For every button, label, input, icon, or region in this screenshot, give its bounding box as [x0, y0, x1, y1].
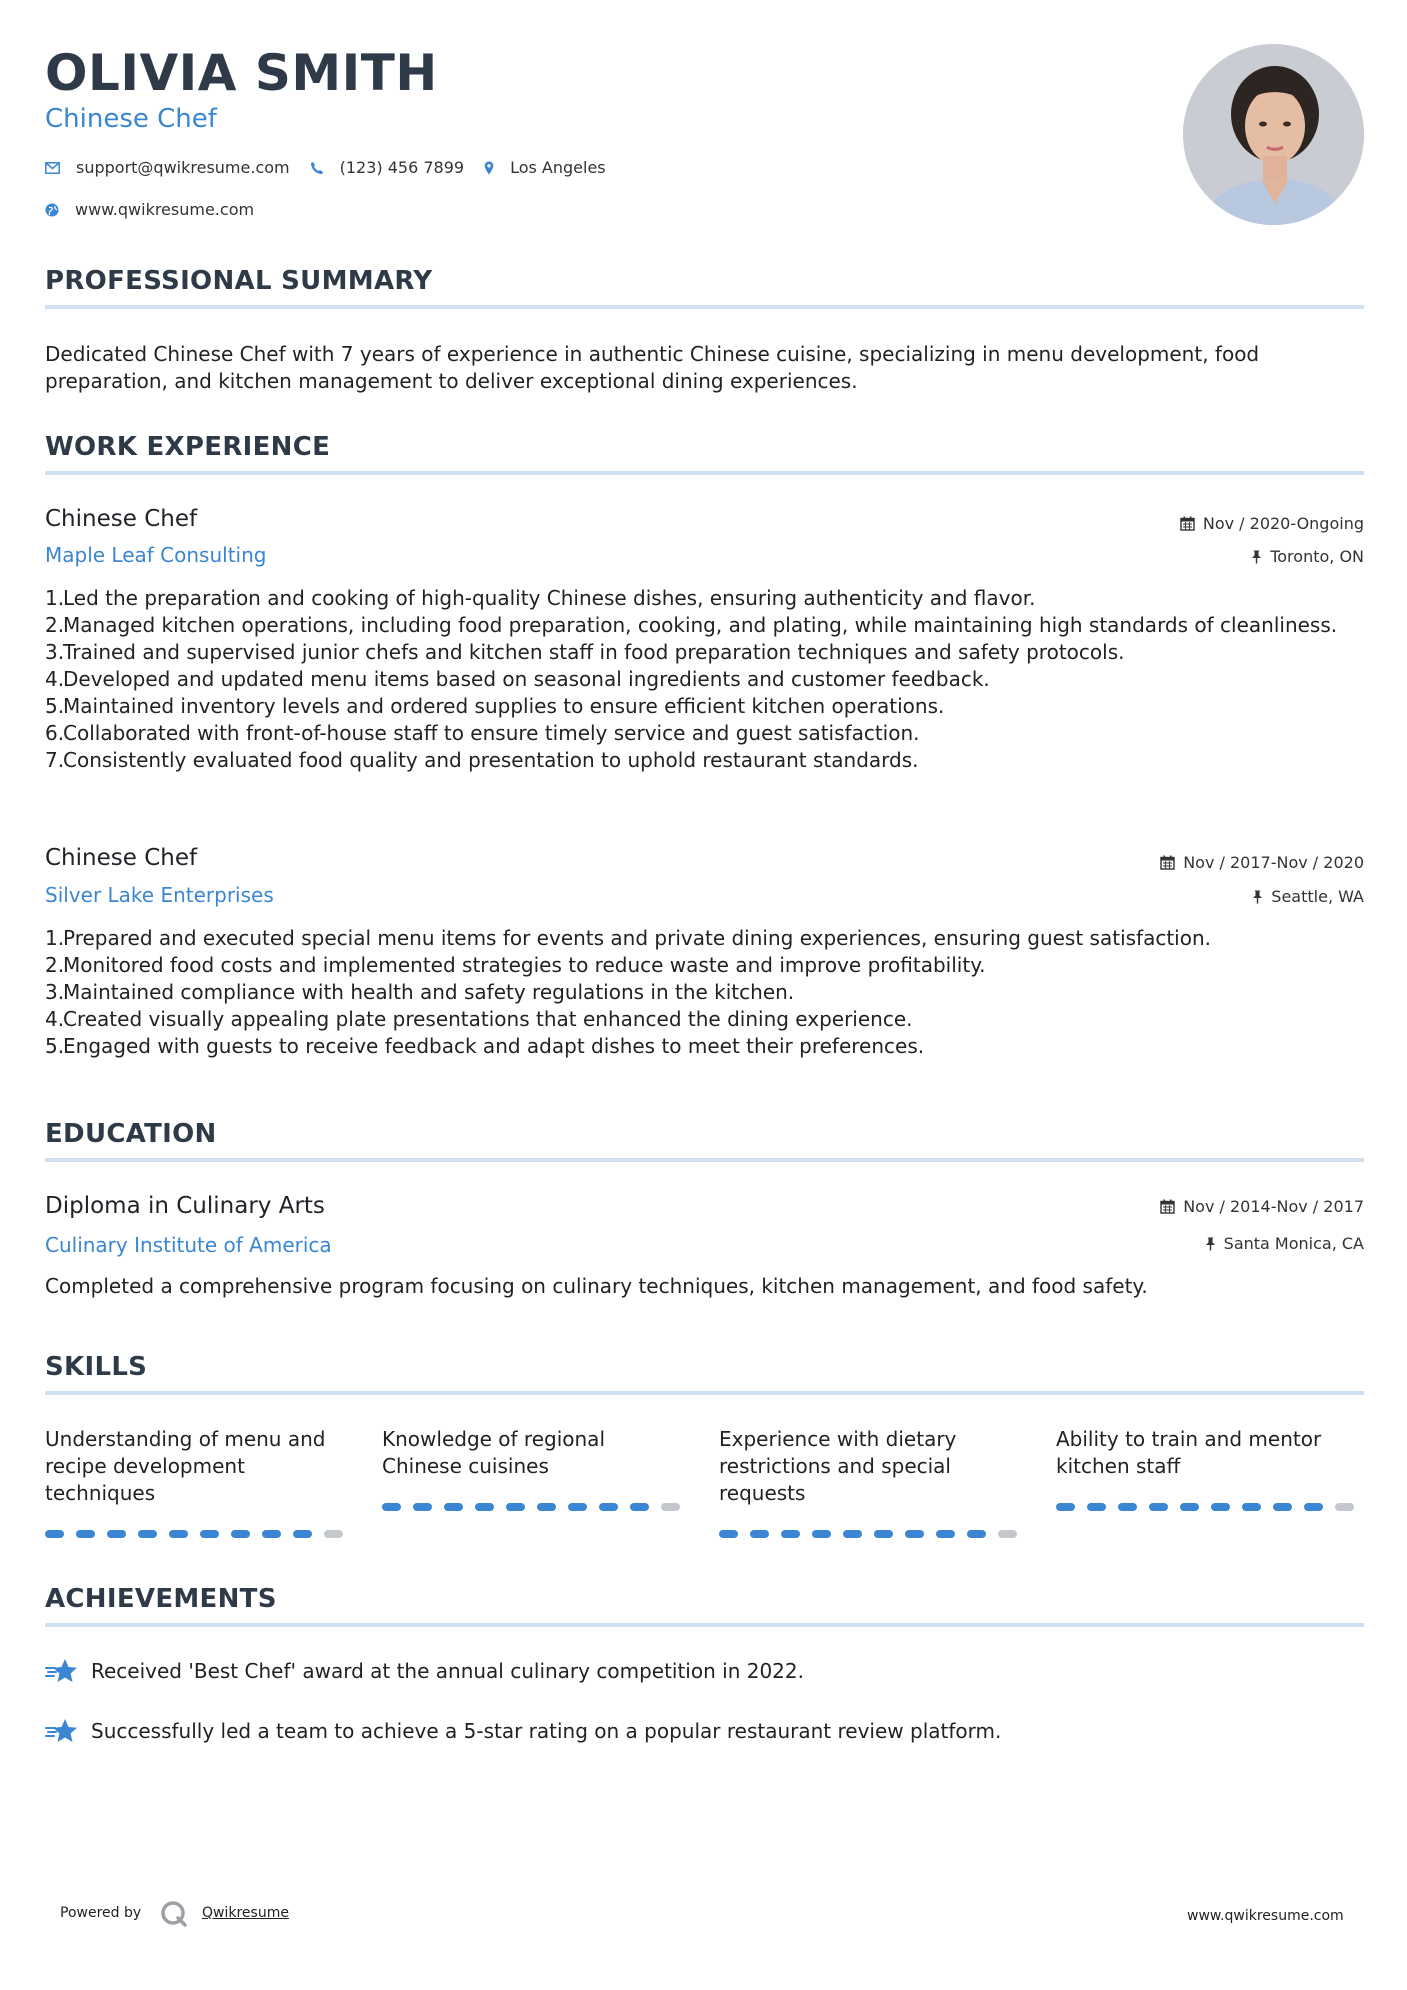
- skill-dot-filled: [200, 1530, 219, 1538]
- skill-dot-filled: [967, 1530, 986, 1538]
- education-dates: [1160, 1197, 1364, 1216]
- list-item: 4. Created visually appealing plate presentations that enhanced the dining experience.: [45, 1007, 913, 1031]
- skill-dot-filled: [169, 1530, 188, 1538]
- star-icon: [45, 1718, 79, 1744]
- degree-title: Diploma in Culinary Arts: [45, 1193, 325, 1219]
- list-item: 5. Maintained inventory levels and ordered supplies to ensure efficient kitchen operations.: [45, 694, 945, 718]
- skill-dot-filled: [413, 1503, 432, 1511]
- email-text: support@qwikresume.com: [76, 158, 290, 177]
- skill-dot-empty: [324, 1530, 343, 1538]
- skill-dot-filled: [107, 1530, 126, 1538]
- education-location: [1205, 1234, 1364, 1253]
- globe-icon: [45, 203, 59, 217]
- skill-dot-empty: [998, 1530, 1017, 1538]
- education-location-text: Santa Monica, CA: [1223, 1234, 1364, 1253]
- skill-dot-filled: [1118, 1503, 1137, 1511]
- profile-photo: [1183, 44, 1364, 225]
- job-location: [1252, 887, 1364, 906]
- skill-dot-filled: [1087, 1503, 1106, 1511]
- job-dates: [1160, 853, 1364, 872]
- footer-website-link[interactable]: www.qwikresume.com: [1187, 1908, 1344, 1924]
- skills-heading: SKILLS: [45, 1352, 148, 1382]
- envelope-icon: [45, 162, 60, 174]
- skill-dot-filled: [630, 1503, 649, 1511]
- job-location-text: Toronto, ON: [1270, 547, 1364, 566]
- phone-icon: [310, 161, 324, 175]
- job-title: Chinese Chef: [45, 845, 198, 871]
- job-responsibilities: [45, 925, 1345, 1060]
- skill-dot-filled: [1149, 1503, 1168, 1511]
- skill-dot-filled: [1056, 1503, 1075, 1511]
- website-item[interactable]: [45, 200, 254, 219]
- section-divider: [45, 1623, 1364, 1627]
- skill-dot-filled: [382, 1503, 401, 1511]
- section-divider: [45, 1391, 1364, 1395]
- portrait-image: [1183, 44, 1364, 225]
- pushpin-icon: [1205, 1237, 1216, 1251]
- skill-rating: [382, 1503, 692, 1511]
- skill-dot-filled: [293, 1530, 312, 1538]
- list-item: 5. Engaged with guests to receive feedback and adapt dishes to meet their preferences.: [45, 1034, 925, 1058]
- skill-dot-filled: [231, 1530, 250, 1538]
- job-dates-text: Nov / 2020-Ongoing: [1202, 514, 1364, 533]
- calendar-icon: [1180, 516, 1195, 531]
- skill-dot-filled: [1304, 1503, 1323, 1511]
- achievement-text: Received 'Best Chef' award at the annual culinary competition in 2022.: [91, 1659, 804, 1683]
- skill-dot-filled: [475, 1503, 494, 1511]
- experience-heading: WORK EXPERIENCE: [45, 432, 331, 462]
- summary-text: Dedicated Chinese Chef with 7 years of experience in authentic Chinese cuisine, specializing in menu development, food preparation, and kitchen management to deliver exceptional dining experiences.: [45, 342, 1260, 393]
- skill-dot-filled: [812, 1530, 831, 1538]
- list-item: 3. Trained and supervised junior chefs and kitchen staff in food preparation techniques and safety protocols.: [45, 640, 1125, 664]
- school-name: Culinary Institute of America: [45, 1233, 332, 1257]
- job-company: Silver Lake Enterprises: [45, 883, 274, 907]
- powered-by-label: Powered by: [60, 1905, 142, 1921]
- list-item: 2. Monitored food costs and implemented strategies to reduce waste and improve profitability.: [45, 953, 986, 977]
- list-item: 2. Managed kitchen operations, including food preparation, cooking, and plating, while maintaining high standards of cleanliness.: [45, 613, 1338, 637]
- skill-label: Ability to train and mentor kitchen staff: [1056, 1427, 1322, 1478]
- section-divider: [45, 305, 1364, 309]
- website-row: [45, 200, 274, 219]
- list-item: 3. Maintained compliance with health and safety regulations in the kitchen.: [45, 980, 795, 1004]
- education-dates-text: Nov / 2014-Nov / 2017: [1183, 1197, 1364, 1216]
- location-item: [484, 158, 606, 177]
- education-description: Completed a comprehensive program focusing on culinary techniques, kitchen management, and food safety.: [45, 1274, 1148, 1298]
- skill-dot-filled: [719, 1530, 738, 1538]
- job-company: Maple Leaf Consulting: [45, 543, 267, 567]
- skill-rating: [1056, 1503, 1366, 1511]
- skill-dot-filled: [905, 1530, 924, 1538]
- skill-dot-filled: [138, 1530, 157, 1538]
- list-item: 4. Developed and updated menu items based on seasonal ingredients and customer feedback.: [45, 667, 990, 691]
- skill-dot-filled: [537, 1503, 556, 1511]
- education-heading: EDUCATION: [45, 1119, 217, 1149]
- list-item: 6. Collaborated with front-of-house staff to ensure timely service and guest satisfaction.: [45, 721, 920, 745]
- list-item: 1. Prepared and executed special menu items for events and private dining experiences, ensuring guest satisfaction.: [45, 926, 1212, 950]
- phone-item[interactable]: [310, 158, 464, 177]
- job-dates-text: Nov / 2017-Nov / 2020: [1183, 853, 1364, 872]
- skill-label: Understanding of menu and recipe development techniques: [45, 1427, 326, 1505]
- map-pin-icon: [484, 161, 494, 175]
- skill-dot-filled: [843, 1530, 862, 1538]
- skill-dot-filled: [1273, 1503, 1292, 1511]
- skill-dot-filled: [45, 1530, 64, 1538]
- skill-label: Experience with dietary restrictions and special requests: [719, 1427, 957, 1505]
- candidate-name: OLIVIA SMITH: [45, 44, 438, 102]
- achievement-item: [45, 1718, 1001, 1744]
- pushpin-icon: [1251, 550, 1262, 564]
- qwikresume-logo-icon: [160, 1900, 188, 1928]
- skill-dot-empty: [661, 1503, 680, 1511]
- skill-dot-filled: [1242, 1503, 1261, 1511]
- calendar-icon: [1160, 1199, 1175, 1214]
- skill-dot-filled: [1180, 1503, 1199, 1511]
- skill-dot-filled: [781, 1530, 800, 1538]
- skill-dot-filled: [506, 1503, 525, 1511]
- skill-dot-filled: [568, 1503, 587, 1511]
- pushpin-icon: [1252, 890, 1263, 904]
- skill-dot-filled: [1211, 1503, 1230, 1511]
- job-title: Chinese Chef: [45, 506, 198, 532]
- skill-rating: [45, 1530, 355, 1538]
- summary-heading: PROFESSIONAL SUMMARY: [45, 266, 433, 296]
- skill-dot-filled: [262, 1530, 281, 1538]
- skill-dot-filled: [936, 1530, 955, 1538]
- location-text: Los Angeles: [510, 158, 606, 177]
- job-location-text: Seattle, WA: [1271, 887, 1364, 906]
- skill-dot-filled: [444, 1503, 463, 1511]
- job-dates: [1180, 514, 1364, 533]
- calendar-icon: [1160, 855, 1175, 870]
- skill-rating: [719, 1530, 1029, 1538]
- section-divider: [45, 1158, 1364, 1162]
- skill-dot-filled: [599, 1503, 618, 1511]
- list-item: 1. Led the preparation and cooking of high-quality Chinese dishes, ensuring authenticity and flavor.: [45, 586, 1036, 610]
- skill-dot-filled: [750, 1530, 769, 1538]
- skill-label: Knowledge of regional Chinese cuisines: [382, 1427, 605, 1478]
- job-location: [1251, 547, 1364, 566]
- section-divider: [45, 471, 1364, 475]
- skill-dot-filled: [874, 1530, 893, 1538]
- achievement-item: [45, 1658, 804, 1684]
- achievement-text: Successfully led a team to achieve a 5-star rating on a popular restaurant review platform.: [91, 1719, 1002, 1743]
- website-text: www.qwikresume.com: [75, 200, 255, 219]
- contact-row: [45, 158, 626, 177]
- skill-dot-filled: [76, 1530, 95, 1538]
- achievements-heading: ACHIEVEMENTS: [45, 1584, 277, 1614]
- list-item: 7. Consistently evaluated food quality and presentation to uphold restaurant standards.: [45, 748, 919, 772]
- qwikresume-link[interactable]: Qwikresume: [202, 1905, 289, 1921]
- candidate-role: Chinese Chef: [45, 104, 217, 134]
- job-responsibilities: [45, 585, 1345, 774]
- email-item[interactable]: [45, 158, 290, 177]
- phone-text: (123) 456 7899: [339, 158, 465, 177]
- star-icon: [45, 1658, 79, 1684]
- skill-dot-empty: [1335, 1503, 1354, 1511]
